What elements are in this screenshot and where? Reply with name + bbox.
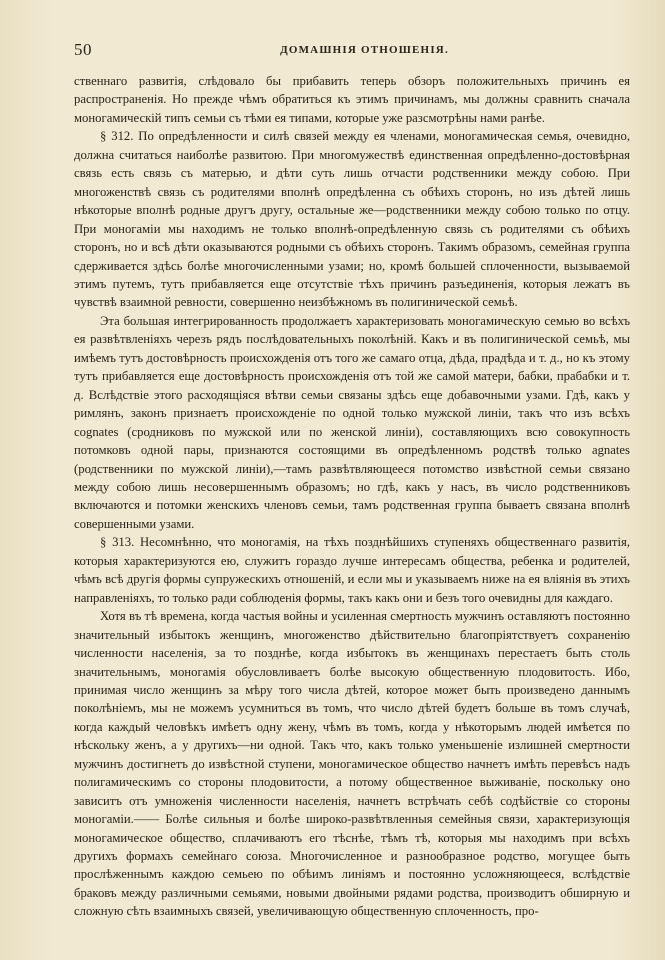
paragraph: Эта большая интегрированность продолжаетъ характеризовать моногамическую семью во всѣхъ ея развѣтвленіяхъ черезъ рядъ послѣдовательныхъ поколѣній. Какъ и въ полигинической семьѣ, мы имѣемъ тутъ достовѣрность происхожденія отъ того же самаго отца, дѣда, прадѣда и т. д., но къ этому тутъ прибавляется еще достовѣрность происхожденія отъ той же самой матери, бабки, прабабки и т. д. Вслѣдствіе этого расходящіяся вѣтви семьи связаны здѣсь еще добавочными узами. Гдѣ, какъ у римлянъ, законъ признаетъ происхожденіе по одной только мужской линіи, такъ что изъ всѣхъ cognates (сродниковъ по мужской или по женской линіи), составляющихъ всю совокупность потомковъ одной пары, признаются состоящими въ опредѣленномъ родствѣ только agnates (родственники по мужской линіи),—тамъ развѣтвляющееся потомство извѣстной семьи связано между собою лишь несовершеннымъ образомъ; но гдѣ, какъ у насъ, въ число родственниковъ включаются и потомки женскихъ членовъ семьи, тамъ родственная группа бываетъ связана вполнѣ совершенными узами. <box>74 313 630 531</box>
paragraph: ственнаго развитія, слѣдовало бы прибавить теперь обзоръ положительныхъ причинъ ея распространенія. Но прежде чѣмъ обратиться къ этимъ причинамъ, мы должны сравнить сначала моногамическій типъ семьи съ тѣми ея типами, которые уже разсмотрѣны нами ранѣе. <box>74 74 630 125</box>
running-head: ДОМАШНІЯ ОТНОШЕНІЯ. <box>280 44 449 56</box>
page-header <box>74 40 625 60</box>
paragraph: § 313. Несомнѣнно, что моногамія, на тѣхъ позднѣйшихъ ступеняхъ общественнаго развитія, которыя характеризуются ею, служитъ гораздо лучше интересамъ общества, ребенка и родителей, чѣмъ всѣ другія формы супружескихъ отношеній, и если мы и указываемъ ниже на ея вліянія въ этихъ направленіяхъ, то только ради соблюденія формы, такъ какъ они и безъ того очевидны для каждаго. <box>74 535 630 605</box>
body-text <box>74 72 630 921</box>
page-number: 50 <box>74 40 92 59</box>
paragraph: § 312. По опредѣленности и силѣ связей между ея членами, моногамическая семья, очевидно, должна считаться наиболѣе развитою. При многомужествѣ единственная опредѣленно-достовѣрная связь есть связь съ матерью, и дѣти суть лишь отчасти родственники между собою. При многоженствѣ связь съ родителями вполнѣ опредѣленна съ обѣихъ сторонъ, но изъ дѣтей лишь нѣкоторые вполнѣ родные другъ другу, остальные же—родственники между собою только по отцу. При моногаміи мы находимъ не только вполнѣ-опредѣленную связь съ родителями съ обѣихъ сторонъ, но и всѣ дѣти оказываются родными съ обѣихъ сторонъ. Такимъ образомъ, семейная группа сдерживается здѣсь болѣе многочисленными узами; но, кромѣ большей сплоченности, вызываемой этимъ путемъ, тутъ прибавляется еще отсутствіе тѣхъ причинъ разъединенія, которыя лежатъ въ чувствѣ взаимной ревности, совершенно неизбѣжномъ въ полигинической семьѣ. <box>74 129 630 310</box>
paragraph: Хотя въ тѣ времена, когда частыя войны и усиленная смертность мужчинъ оставляютъ постоянно значительный избытокъ женщинъ, многоженство дѣйствительно благопріятствуетъ сохраненію численности населенія, за то позднѣе, когда избытокъ въ женщинахъ перестаетъ быть столь значительнымъ, моногамія обусловливаетъ болѣе высокую общественную плодовитость. Ибо, принимая число женщинъ за мѣру того числа дѣтей, которое может быть произведено даннымъ поколѣніемъ, мы не можемъ усумниться въ томъ, что число дѣтей будетъ больше въ томъ случаѣ, когда каждый человѣкъ имѣетъ одну жену, чѣмъ въ томъ, когда у нѣкоторымъ людей имѣется по нѣскольку женъ, а у другихъ—ни одной. Такъ что, какъ только уменьшеніе излишней смертности мужчинъ достигнетъ до извѣстной ступени, моногамическое общество начнетъ имѣть перевѣсъ надъ полигамическимъ со стороны плодовитости, а потому общественное выживаніе, поскольку оно зависитъ отъ умноженія численности населенія, начнетъ встрѣчать себѣ содѣйствіе со стороны моногаміи.—— Болѣе сильныя и болѣе широко-развѣтвленныя семейныя связи, характеризующія моногамическое общество, сплачиваютъ его тѣснѣе, тѣмъ тѣ, которыя мы находимъ при всѣхъ другихъ формахъ семейнаго союза. Многочисленное и разнообразное родство, могущее быть прослѣженнымъ каждою семьею по обѣимъ линіямъ и постоянно усложняющееся, вслѣдствіе браковъ между различными семьями, новыми двойными рядами родства, производитъ обширную и сложную сѣть взаимныхъ связей, увеличивающую общественную сплоченность, про- <box>74 609 630 919</box>
